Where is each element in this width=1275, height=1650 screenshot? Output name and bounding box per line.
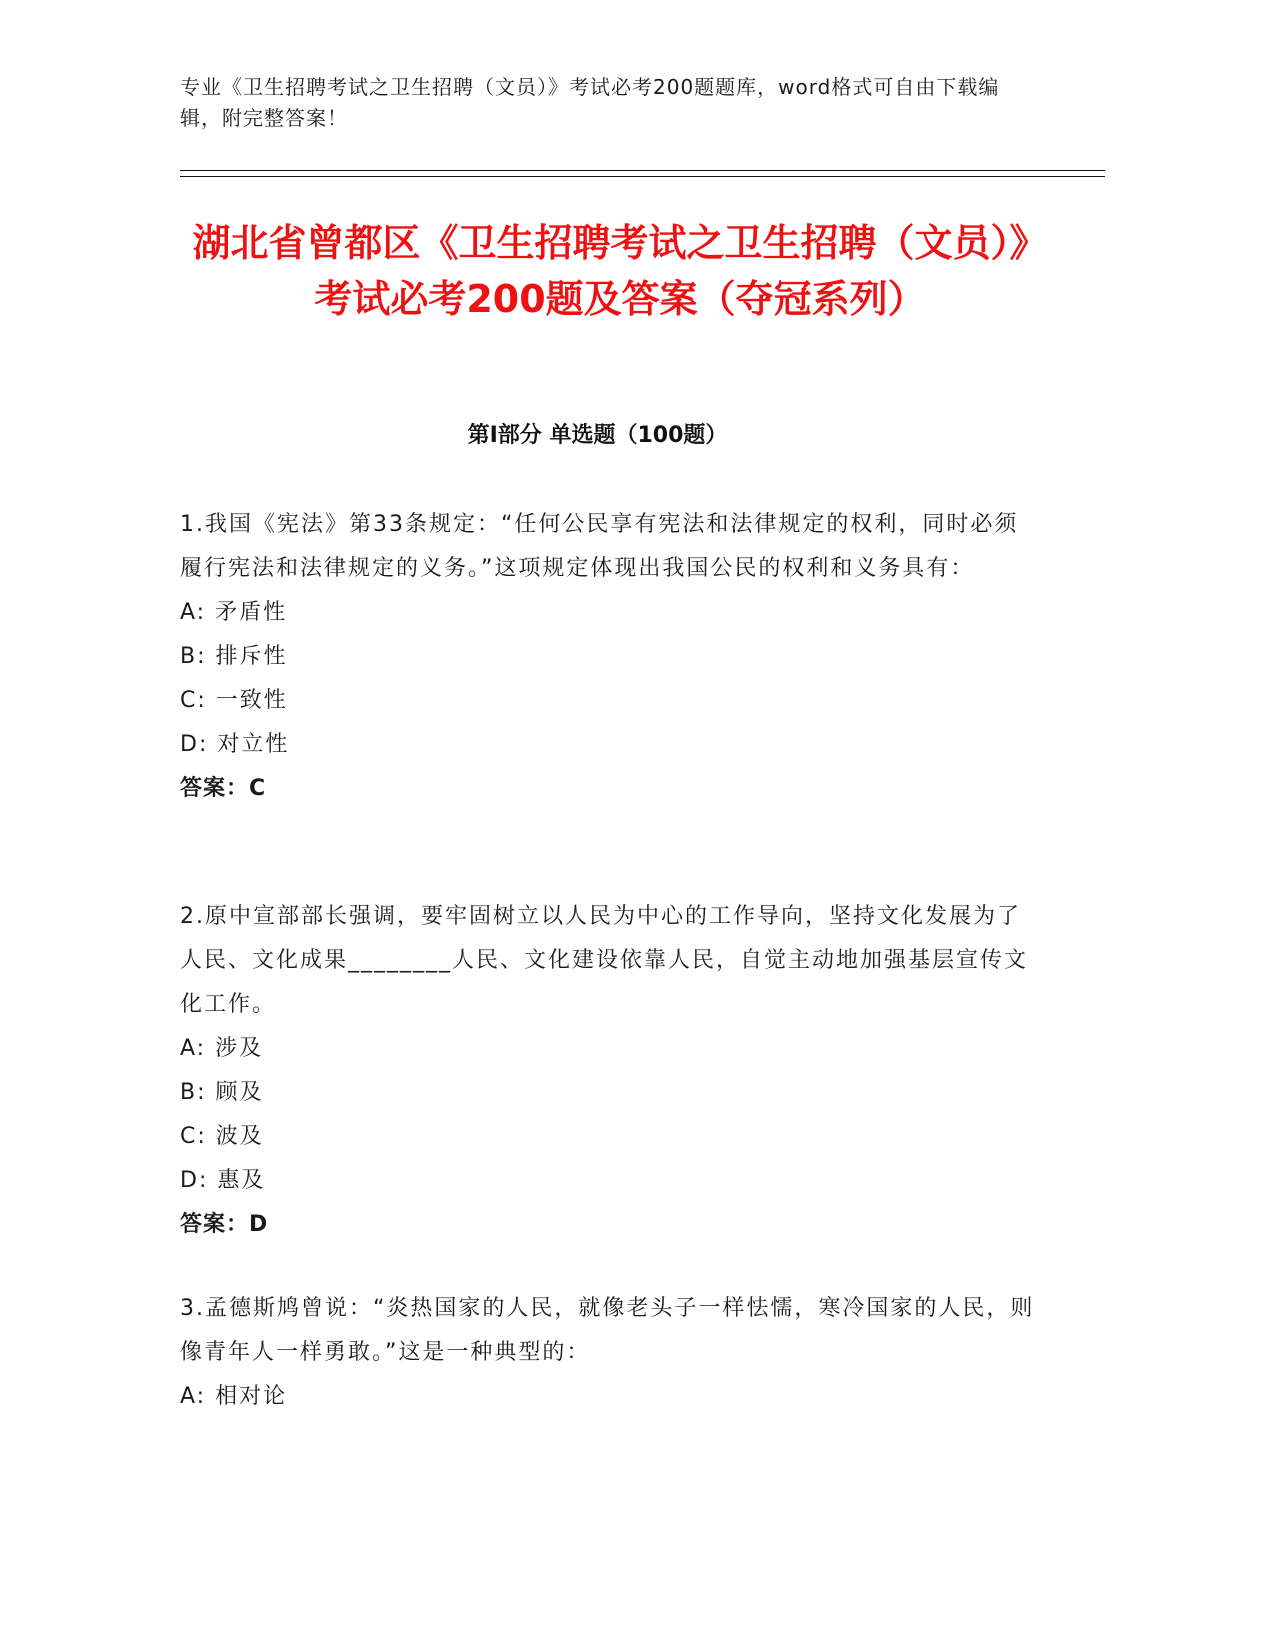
question-stem: 1.我国《宪法》第33条规定：“任何公民享有宪法和法律规定的权利，同时必须履行宪法和法律规定的义务。”这项规定体现出我国公民的权利和义务具有： <box>180 512 1019 581</box>
option-a: A: 矛盾性 <box>180 600 288 625</box>
document-title: 湖北省曾都区《卫生招聘考试之卫生招聘（文员）》考试必考200题及答案（夺冠系列） <box>192 221 1048 321</box>
option-b: B: 顾及 <box>180 1080 264 1105</box>
answer: 答案：D <box>180 1212 269 1237</box>
header-note: 专业《卫生招聘考试之卫生招聘（文员）》考试必考200题题库，word格式可自由下载编辑，附完整答案！ <box>180 75 1000 130</box>
option-c: C: 一致性 <box>180 688 288 713</box>
option-a: A: 相对论 <box>180 1384 288 1409</box>
option-d: D: 惠及 <box>180 1168 266 1193</box>
question-3 <box>180 1287 1040 1419</box>
question-stem: 2.原中宣部部长强调，要牢固树立以人民为中心的工作导向，坚持文化发展为了人民、文化成果________人民、文化建设依靠人民，自觉主动地加强基层宣传文化工作。 <box>180 904 1029 1017</box>
option-b: B: 排斥性 <box>180 644 288 669</box>
option-c: C: 波及 <box>180 1124 264 1149</box>
header-divider-bottom <box>180 176 1105 177</box>
header-divider-top <box>180 170 1105 171</box>
option-d: D: 对立性 <box>180 732 290 757</box>
question-1 <box>180 503 1040 811</box>
answer: 答案：C <box>180 776 267 801</box>
option-a: A: 涉及 <box>180 1036 264 1061</box>
section-heading: 第Ⅰ部分 单选题（100题） <box>467 423 728 448</box>
question-2 <box>180 895 1040 1247</box>
question-stem: 3.孟德斯鸠曾说：“炎热国家的人民，就像老头子一样怯懦，寒冷国家的人民，则像青年人一样勇敢。”这是一种典型的： <box>180 1296 1035 1365</box>
